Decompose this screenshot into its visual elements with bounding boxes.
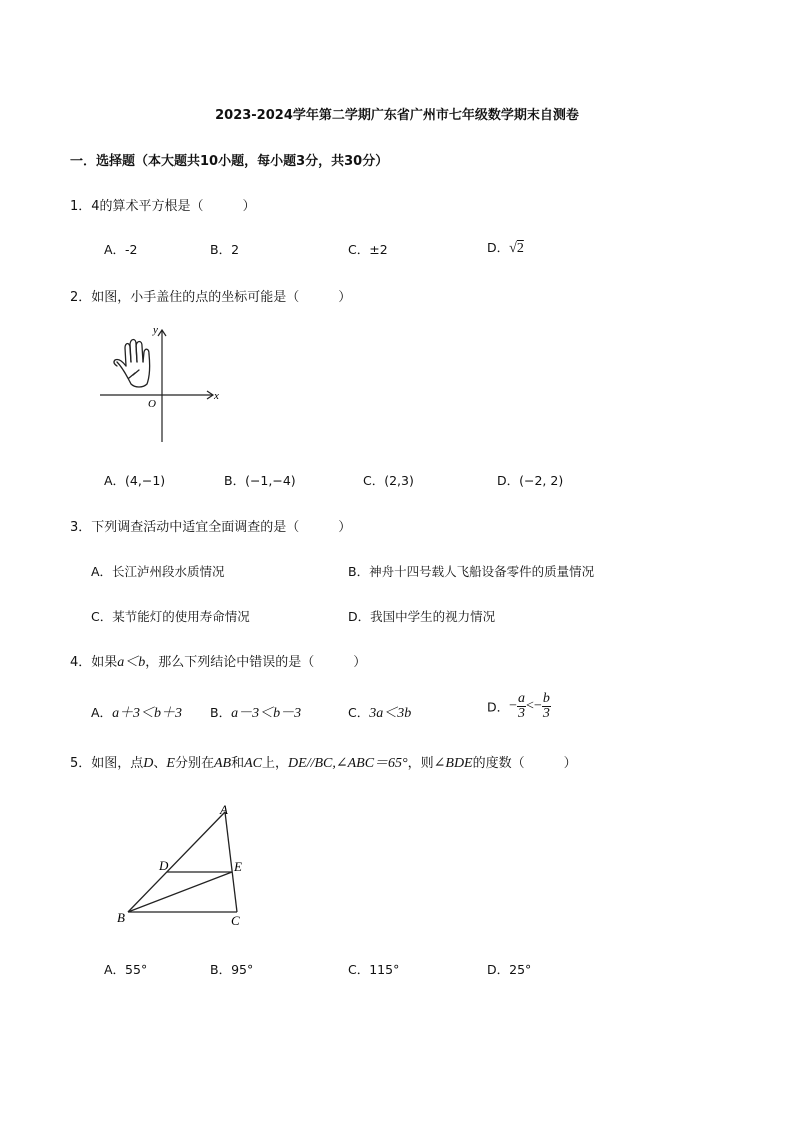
label-c: C <box>231 913 240 928</box>
q4-option-d-label: D． <box>487 699 510 715</box>
q1-option-d-label: D． <box>487 240 510 255</box>
label-e: E <box>234 859 242 874</box>
origin-label: O <box>148 398 156 410</box>
q4-option-b-label: B． <box>210 705 232 720</box>
q5-stem-part: 上， <box>262 756 289 771</box>
q4-option-d <box>487 692 551 721</box>
label-a: A <box>220 802 228 817</box>
q4-option-d-relation: <− <box>526 698 542 714</box>
sqrt-radicand: 2 <box>516 241 524 256</box>
segment-ab <box>128 812 225 912</box>
lhs-denominator: 3 <box>518 706 526 721</box>
q5-point-e: E <box>166 756 175 771</box>
q4-option-a-label: A． <box>91 705 113 720</box>
q5-triangle-figure <box>110 800 260 930</box>
rhs-denominator: 3 <box>542 706 550 721</box>
question-2-stem: 2．如图，小手盖住的点的坐标可能是（ ） <box>70 290 352 305</box>
q5-stem-part: 、 <box>153 756 167 771</box>
lhs-numerator: a <box>518 691 526 706</box>
q4-stem-pre: 4．如果 <box>70 655 118 670</box>
page-title: 2023-2024学年第二学期广东省广州市七年级数学期末自测卷 <box>215 108 579 123</box>
q5-stem-part: 分别在 <box>174 756 214 771</box>
q4-option-d-sign: − <box>509 698 518 714</box>
q3-option-b: B．神舟十四号载人飞船设备零件的质量情况 <box>348 564 595 579</box>
q4-option-d-lhs-fraction <box>517 692 526 721</box>
q5-segment-ab: AB <box>214 756 232 771</box>
y-axis-label: y <box>153 324 158 336</box>
q2-option-b: B．(−1,−4) <box>224 473 296 488</box>
q5-option-c: C．115° <box>348 962 400 977</box>
q4-option-b <box>210 702 301 722</box>
q4-option-a <box>91 702 182 722</box>
q5-option-a: A．55° <box>104 962 148 977</box>
question-4-stem <box>70 651 366 671</box>
segment-be <box>128 872 232 912</box>
x-axis-label: x <box>214 390 219 402</box>
q2-option-d: D．(−2, 2) <box>497 473 564 488</box>
question-3-stem: 3．下列调查活动中适宜全面调查的是（ ） <box>70 520 352 535</box>
section-heading: 一．选择题（本大题共10小题，每小题3分，共30分） <box>70 154 389 169</box>
q3-option-c: C．某节能灯的使用寿命情况 <box>91 609 250 624</box>
q4-option-c <box>348 702 411 722</box>
label-b: B <box>117 910 125 925</box>
rhs-numerator: b <box>542 691 550 706</box>
q1-option-a: A．-2 <box>104 242 138 257</box>
q1-option-c: C．±2 <box>348 242 388 257</box>
q4-option-a-expr: a＋3＜b＋3 <box>112 706 183 721</box>
label-d: D <box>159 858 169 873</box>
question-5-stem <box>70 752 577 772</box>
q5-stem-part: 的度数（ ） <box>472 756 577 771</box>
q5-point-d: D <box>143 756 154 771</box>
q5-condition: DE//BC,∠ABC＝65° <box>288 756 408 771</box>
q4-option-b-expr: a－3＜b－3 <box>231 706 302 721</box>
q3-option-d: D．我国中学生的视力情况 <box>348 609 496 624</box>
q1-option-b: B．2 <box>210 242 240 257</box>
sqrt-sign: √2 <box>509 241 524 256</box>
question-1-stem: 1．4的算术平方根是（ ） <box>70 199 256 214</box>
q4-stem-post: ，那么下列结论中错误的是（ ） <box>145 655 367 670</box>
q2-option-a: A．(4,−1) <box>104 473 166 488</box>
q2-option-c: C．(2,3) <box>363 473 414 488</box>
q5-stem-part: 和 <box>231 756 245 771</box>
q5-option-d: D．25° <box>487 962 532 977</box>
q4-condition: a＜b <box>117 655 146 670</box>
q1-option-d <box>487 238 524 257</box>
q2-coordinate-figure <box>95 320 225 448</box>
q4-option-c-expr: 3a＜3b <box>369 706 412 721</box>
q5-stem-part: 5．如图，点 <box>70 756 144 771</box>
q5-segment-ac: AC <box>244 756 263 771</box>
q5-stem-part: ，则 <box>407 756 434 771</box>
q5-option-b: B．95° <box>210 962 254 977</box>
q4-option-d-rhs-fraction <box>542 692 551 721</box>
q4-option-c-label: C． <box>348 705 370 720</box>
hand-icon <box>114 340 150 388</box>
q5-angle-bde: ∠BDE <box>433 756 473 771</box>
q3-option-a: A．长江泸州段水质情况 <box>91 564 225 579</box>
